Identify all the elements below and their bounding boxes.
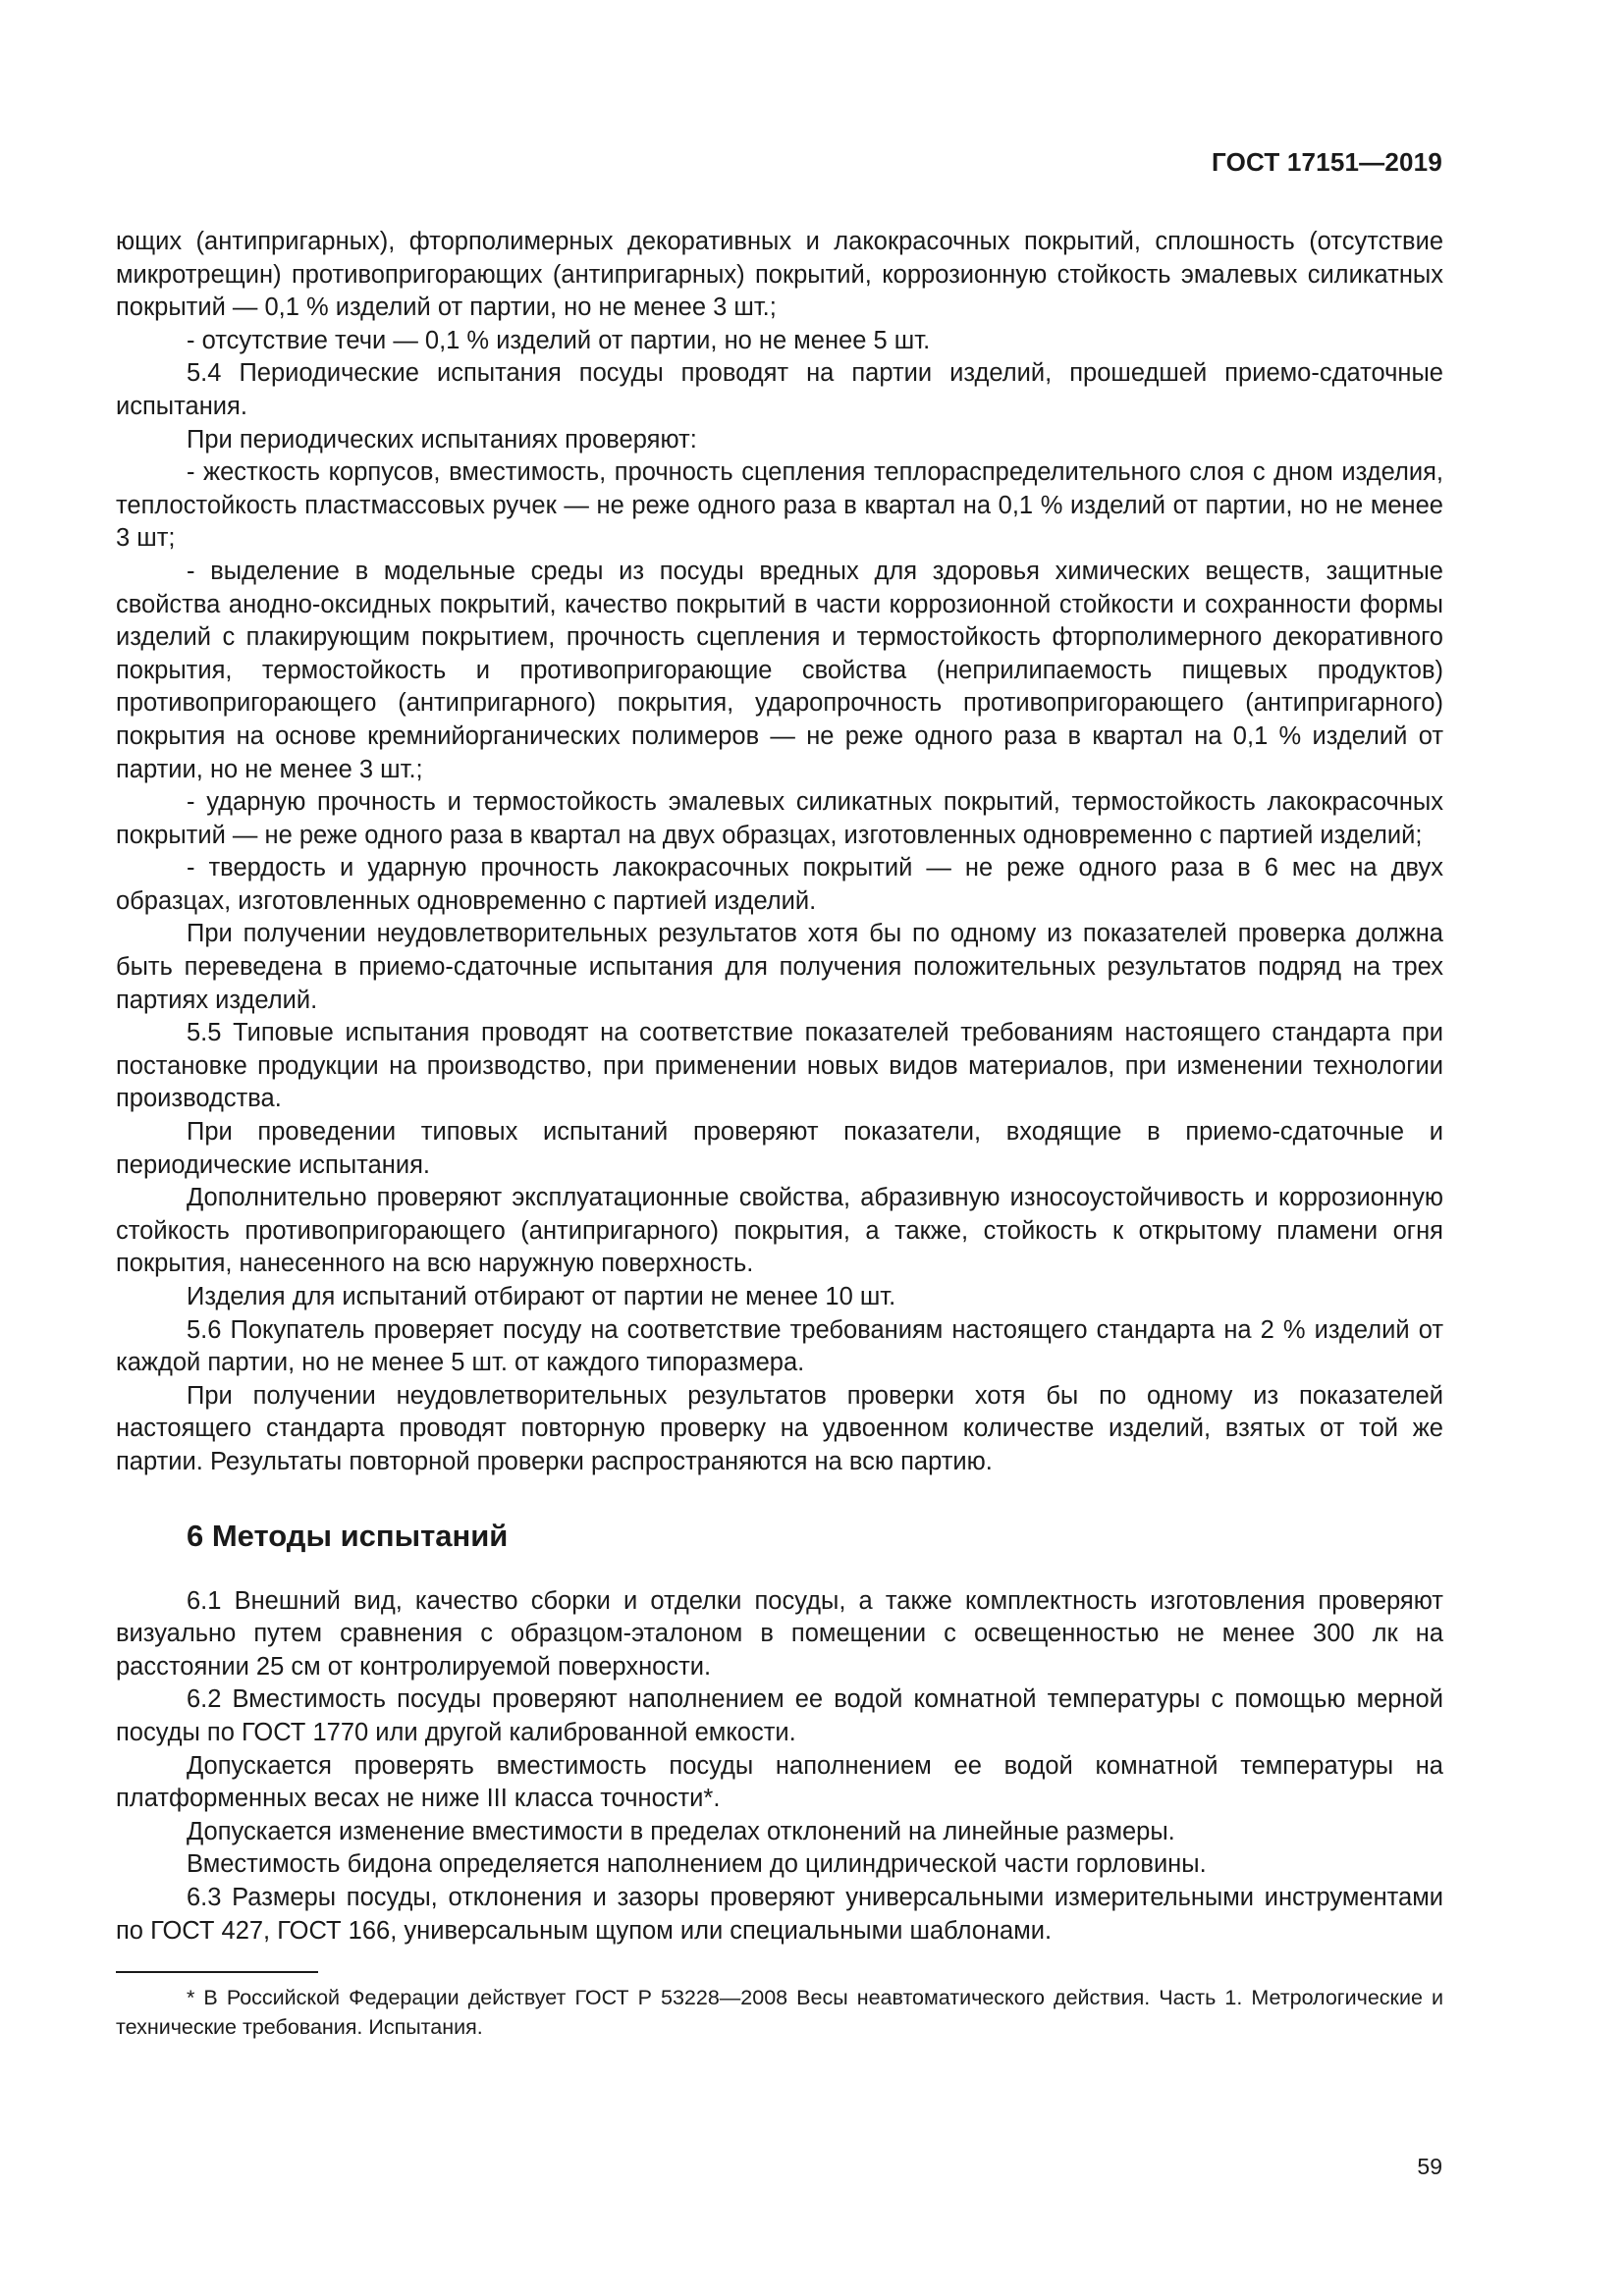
footnote-divider [116, 1971, 318, 1973]
paragraph: При получении неудовлетворительных результатов хотя бы по одному из показателей проверка должна быть переведена в приемо-сдаточные испытания для получения положительных результатов подряд на трех партиях изделий. [116, 920, 1443, 1014]
footnote: * В Российской Федерации действует ГОСТ Р 53228—2008 Весы неавтоматического действия. Часть 1. Метрологические и технические требования. Испытания. [116, 1986, 1443, 2040]
paragraph: При периодических испытаниях проверяют: [187, 425, 697, 454]
paragraph: 5.6 Покупатель проверяет посуду на соответствие требованиям настоящего стандарта на 2 % изделий от каждой партии, но не менее 5 шт. от каждого типоразмера. [116, 1315, 1443, 1377]
paragraph: ющих (антипригарных), фторполимерных декоративных и лакокрасочных покрытий, сплошность (отсутствие микротрещин) противопригорающих (антипригарных) покрытий, коррозионную стойкость эмалевых силикатных покрытий — 0,1 % изделий от партии, но не менее 3 шт.; [116, 228, 1443, 322]
paragraph: - ударную прочность и термостойкость эмалевых силикатных покрытий, термостойкость лакокрасочных покрытий — не реже одного раза в квартал на двух образцах, изготовленных одновременно с партией изделий; [116, 788, 1443, 849]
paragraph: 6.2 Вместимость посуды проверяют наполнением ее водой комнатной температуры с помощью мерной посуды по ГОСТ 1770 или другой калиброванной емкости. [116, 1685, 1443, 1746]
paragraph: - твердость и ударную прочность лакокрасочных покрытий — не реже одного раза в 6 мес на двух образцах, изготовленных одновременно с партией изделий. [116, 854, 1443, 915]
paragraph: - жесткость корпусов, вместимость, прочность сцепления теплораспределительного слоя с дном изделия, теплостойкость пластмассовых ручек — не реже одного раза в квартал на 0,1 % изделий от партии, но не менее 3 шт; [116, 458, 1443, 553]
paragraph: Допускается изменение вместимости в пределах отклонений на линейные размеры. [187, 1817, 1175, 1845]
paragraph: Допускается проверять вместимость посуды наполнением ее водой комнатной температуры на платформенных весах не ниже III класса точности*. [116, 1751, 1443, 1813]
section-heading: 6 Методы испытаний [187, 1518, 509, 1553]
page-number: 59 [1417, 2154, 1442, 2179]
paragraph: - выделение в модельные среды из посуды вредных для здоровья химических веществ, защитные свойства анодно-оксидных покрытий, качество покрытий в части коррозионной стойкости и сохранности формы изделий с плакирующим покрытием, прочность сцепления и термостойкость фторполимерного декоративного покрытия, термостойкость и противопригорающие свойства (неприлипаемость пищевых продуктов) противопригорающего (антипригарного) покрытия, ударопрочность противопригорающего (антипригарного) покрытия на основе кремнийорганических полимеров — не реже одного раза в квартал на 0,1 % изделий от партии, но не менее 3 шт.; [116, 557, 1443, 783]
paragraph: 5.4 Периодические испытания посуды проводят на партии изделий, прошедшей приемо-сдаточные испытания. [116, 359, 1443, 420]
document-body [116, 226, 1443, 2042]
paragraph: Изделия для испытаний отбирают от партии не менее 10 шт. [187, 1283, 896, 1310]
paragraph: 6.3 Размеры посуды, отклонения и зазоры проверяют универсальными измерительными инструментами по ГОСТ 427, ГОСТ 166, универсальным щупом или специальными шаблонами. [116, 1883, 1443, 1945]
paragraph: Дополнительно проверяют эксплуатационные свойства, абразивную износоустойчивость и коррозионную стойкость противопригорающего (антипригарного) покрытия, а также, стойкость к открытому пламени огня покрытия, нанесенного на всю наружную поверхность. [116, 1184, 1443, 1278]
paragraph: При получении неудовлетворительных результатов проверки хотя бы по одному из показателей настоящего стандарта проводят повторную проверку на удвоенном количестве изделий, взятых от той же партии. Результаты повторной проверки распространяются на всю партию. [116, 1381, 1443, 1475]
paragraph: - отсутствие течи — 0,1 % изделий от партии, но не менее 5 шт. [187, 326, 931, 354]
standard-id-header: ГОСТ 17151—2019 [1212, 147, 1442, 177]
paragraph: 6.1 Внешний вид, качество сборки и отделки посуды, а также комплектность изготовления проверяют визуально путем сравнения с образцом-эталоном в помещении с освещенностью не менее 300 лк на расстоянии 25 см от контролируемой поверхности. [116, 1586, 1443, 1681]
paragraph: Вместимость бидона определяется наполнением до цилиндрической части горловины. [187, 1850, 1207, 1879]
paragraph: 5.5 Типовые испытания проводят на соответствие показателей требованиям настоящего стандарта при постановке продукции на производство, при применении новых видов материалов, при изменении технологии производства. [116, 1019, 1443, 1113]
paragraph: При проведении типовых испытаний проверяют показатели, входящие в приемо-сдаточные и периодические испытания. [116, 1118, 1443, 1179]
